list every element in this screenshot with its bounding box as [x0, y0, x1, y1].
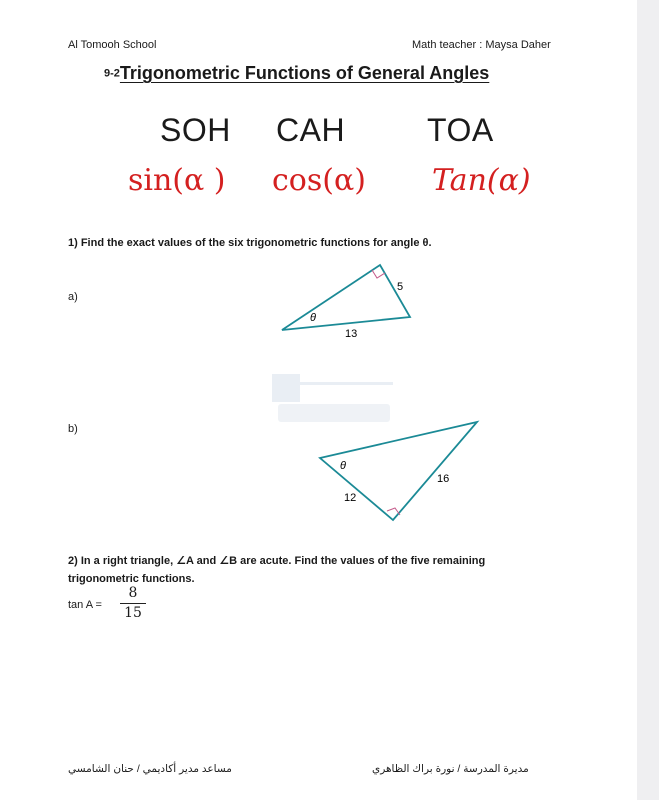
part-a-label: a): [68, 291, 78, 303]
mnemonic-soh: SOH: [160, 112, 231, 148]
triangle-a: [270, 260, 430, 350]
lesson-number: 9-2: [104, 67, 120, 80]
sin-function: sin(α ): [128, 163, 226, 198]
fraction-numerator: 8: [128, 585, 138, 601]
angle-b-label: θ: [340, 460, 346, 472]
footer-principal: مديرة المدرسة / نورة براك الظاهري: [372, 763, 529, 775]
side-b-adjacent: 12: [344, 492, 357, 504]
side-a-hypotenuse: 13: [345, 328, 358, 340]
school-name: Al Tomooh School: [68, 39, 157, 51]
side-a-short: 5: [397, 281, 404, 293]
watermark-line: [298, 382, 393, 385]
side-b-opposite: 16: [437, 473, 450, 485]
question-1: 1) Find the exact values of the six trigonometric functions for angle θ.: [68, 237, 432, 249]
fraction-denominator: 15: [124, 605, 142, 621]
part-b-label: b): [68, 423, 78, 435]
fraction-bar: [120, 603, 146, 604]
given-tan-label: tan A =: [68, 599, 102, 611]
triangle-b: [310, 415, 485, 530]
question-2: 2) In a right triangle, ∠A and ∠B are acute. Find the values of the five remaining trigonometric functions.: [68, 555, 486, 585]
mnemonic-toa: TOA: [427, 112, 494, 148]
page-gutter: [637, 0, 659, 800]
teacher-name: Math teacher : Maysa Daher: [412, 39, 551, 51]
footer-academic-assistant: مساعد مدير أكاديمي / حنان الشامسي: [68, 763, 232, 775]
watermark-logo-square: [272, 374, 300, 402]
lesson-title: Trigonometric Functions of General Angles: [119, 63, 490, 83]
angle-a-label: θ: [310, 312, 316, 324]
page-title: [104, 63, 489, 84]
tan-function: Tan(α): [432, 163, 531, 198]
given-fraction: [118, 585, 148, 622]
cos-function: cos(α): [272, 163, 366, 198]
triangle-a-shape: [282, 265, 410, 330]
mnemonic-cah: CAH: [276, 112, 346, 148]
